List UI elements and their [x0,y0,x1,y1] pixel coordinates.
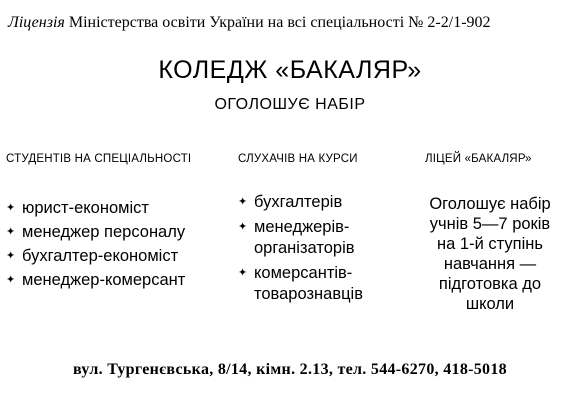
lyceum-description: Оголошує набір учнів 5—7 років на 1-й ступінь навчання — підготовка до школи [429,195,551,313]
bullet-icon: ✦ [238,196,248,208]
bullet-icon: ✦ [6,274,16,286]
list-item [6,246,231,267]
bullet-icon: ✦ [238,267,248,279]
list-item [238,263,413,305]
list-item [238,192,413,213]
specialties-heading: СТУДЕНТІВ НА СПЕЦІАЛЬНОСТІ [6,153,192,165]
lyceum-heading: ЛІЦЕЙ «БАКАЛЯР» [425,153,532,165]
contact-address: вул. Тургенєвська, 8/14, кімн. 2.13, тел. 544-6270, 418-5018 [73,361,507,378]
specialty-item: менеджер-комерсант [22,271,186,289]
courses-list [238,192,413,309]
bullet-icon: ✦ [6,202,16,214]
course-item: менеджерів- організаторів [254,218,355,257]
list-item [6,222,231,243]
bullet-icon: ✦ [238,221,248,233]
announcement: ОГОЛОШУЄ НАБІР [214,96,366,113]
bullet-icon: ✦ [6,250,16,262]
list-item [6,270,231,291]
courses-heading: СЛУХАЧІВ НА КУРСИ [238,153,358,165]
specialty-item: менеджер персоналу [22,223,186,241]
list-item [6,198,231,219]
specialties-list [6,198,231,294]
license-details: Міністерства освіти України на всі спеціальності № 2-2/1-902 [68,14,491,31]
specialty-item: юрист-економіст [22,199,149,217]
license-line [8,14,574,32]
course-item: бухгалтерів [254,193,343,211]
course-item: комерсантів- товарознавців [254,264,363,303]
bullet-icon: ✦ [6,226,16,238]
list-item [238,217,413,259]
specialty-item: бухгалтер-економіст [22,247,179,265]
college-name: КОЛЕДЖ «БАКАЛЯР» [158,56,422,84]
license-word: Ліцензія [8,14,65,31]
